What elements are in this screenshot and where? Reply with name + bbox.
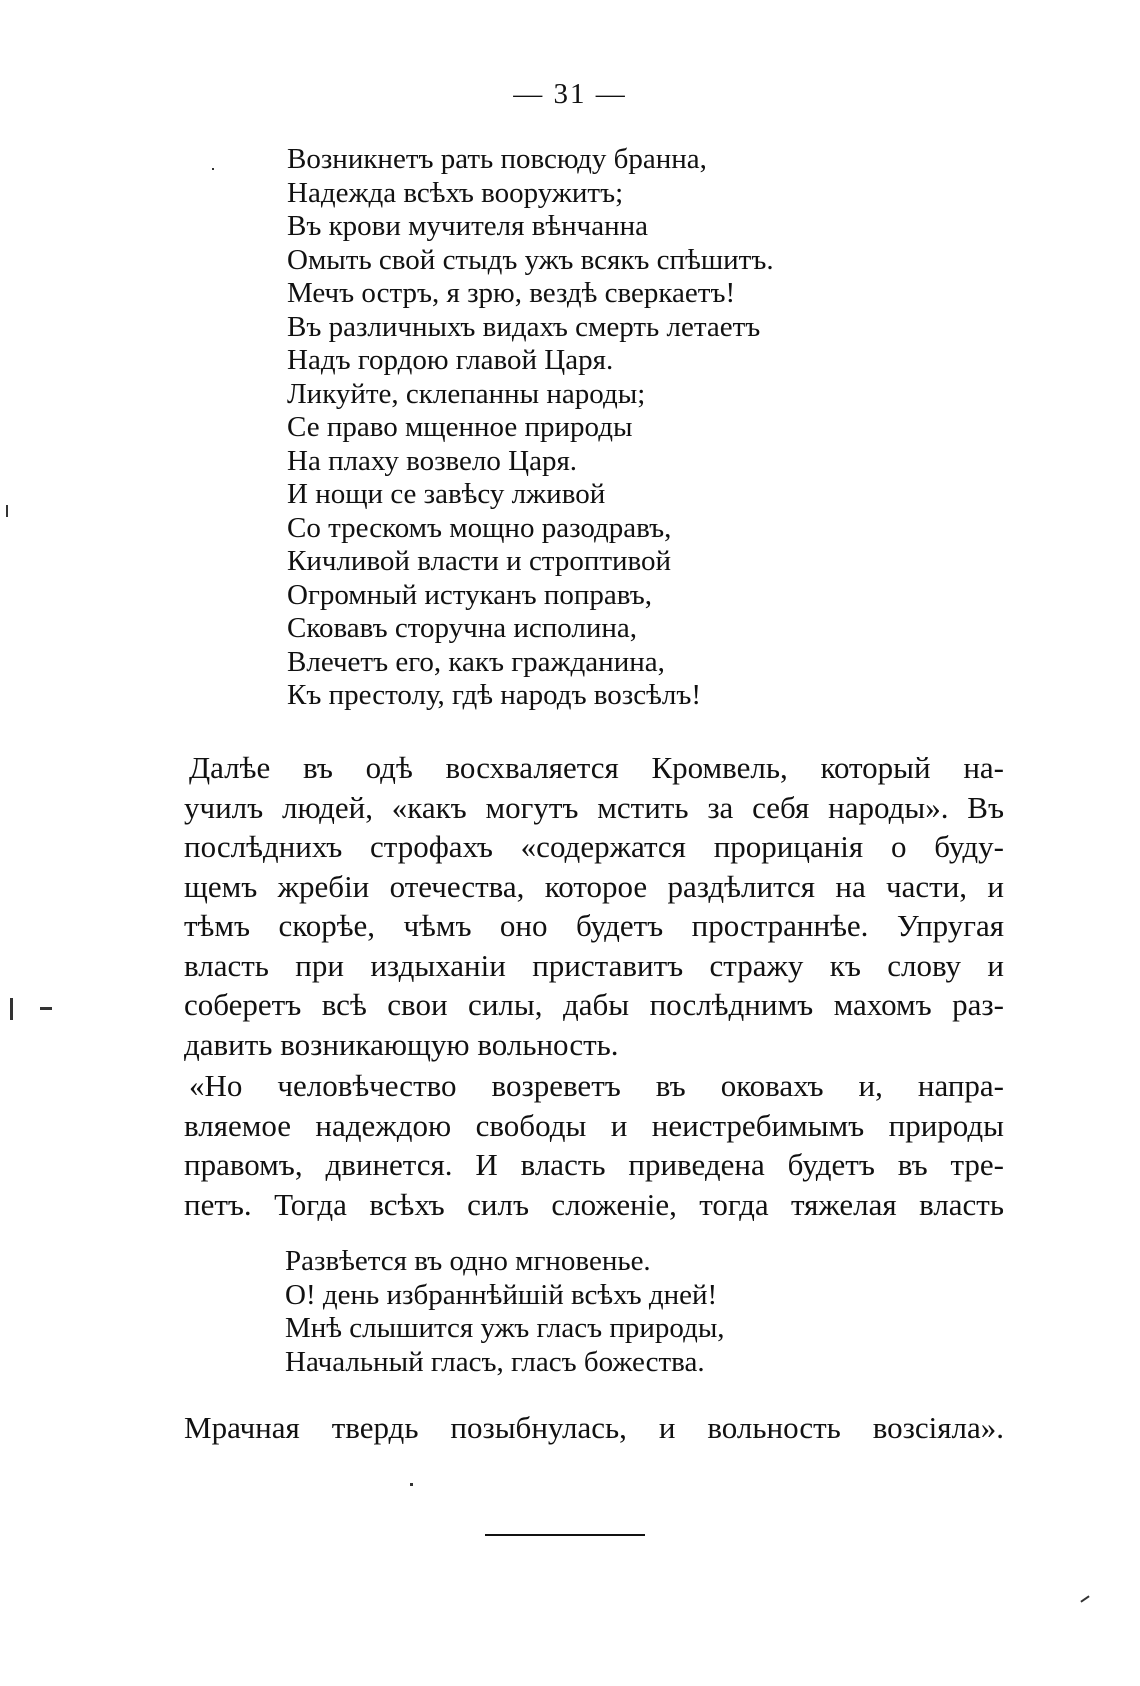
verse-line: Развѣется въ одно мгновенье. — [285, 1245, 651, 1277]
verse-line: Мечъ остръ, я зрю, вездѣ сверкаетъ! — [287, 277, 736, 309]
margin-speck — [6, 505, 8, 517]
verse-line: Огромный истуканъ поправъ, — [287, 578, 653, 611]
verse-line: Кичливой власти и строптивой — [287, 545, 672, 577]
prose-line: щемъ жребіи отечества, которое раздѣлится на части, и — [184, 868, 1004, 904]
prose-line: соберетъ всѣ свои силы, дабы послѣднимъ махомъ раз- — [184, 987, 1004, 1022]
margin-speck — [1080, 1595, 1089, 1602]
prose-paragraph-2 — [184, 1066, 1004, 1224]
verse-line: Сковавъ сторучна исполина, — [287, 612, 638, 644]
verse-line: Омыть свой стыдъ ужъ всякъ спѣшитъ. — [287, 243, 774, 276]
prose-line: вляемое надеждою свободы и неистребимымъ природы — [184, 1107, 1004, 1143]
closing-line: Мрачная твердь позыбнулась, и вольность возсіяла». — [184, 1410, 1004, 1445]
verse-line: Влечетъ его, какъ гражданина, — [287, 645, 665, 678]
verse-line: Въ различныхъ видахъ смерть летаетъ — [287, 310, 761, 343]
prose-line: послѣднихъ строфахъ «содержатся прорицанія о буду- — [184, 829, 1004, 864]
poem-stanza-1 — [287, 143, 774, 713]
verse-line: Надъ гордою главой Царя. — [287, 344, 614, 376]
section-divider — [485, 1534, 645, 1536]
prose-line: давить возникающую вольность. — [184, 1026, 619, 1062]
verse-line: Со трескомъ мощно разодравъ, — [287, 511, 672, 544]
verse-line: Ликуйте, склепанны народы; — [287, 377, 646, 410]
verse-line: Къ престолу, гдѣ народъ возсѣлъ! — [287, 679, 702, 711]
prose-paragraph-1 — [184, 748, 1004, 1064]
verse-line: И нощи се завѣсу лживой — [287, 478, 606, 510]
prose-line: власть при издыханіи приставитъ стражу къ слову и — [184, 947, 1004, 983]
verse-line: Мнѣ слышится ужъ гласъ природы, — [285, 1312, 725, 1344]
margin-speck — [212, 168, 214, 170]
prose-line: тѣмъ скорѣе, чѣмъ оно будетъ пространнѣе. Упругая — [184, 908, 1004, 943]
prose-line: «Но человѣчество возреветъ въ оковахъ и, напра- — [189, 1068, 1004, 1103]
verse-line: Въ крови мучителя вѣнчанна — [287, 210, 649, 242]
verse-line: О! день избраннѣйшій всѣхъ дней! — [285, 1278, 718, 1311]
margin-speck — [10, 998, 13, 1020]
verse-line: Се право мщенное природы — [287, 411, 633, 443]
page-number: — 31 — — [513, 78, 627, 110]
prose-line: правомъ, двинется. И власть приведена будетъ въ тре- — [184, 1147, 1004, 1182]
margin-speck — [40, 1007, 52, 1010]
margin-speck — [410, 1483, 413, 1486]
verse-line: На плаху возвело Царя. — [287, 444, 578, 477]
poem-stanza-2 — [285, 1245, 725, 1379]
verse-line: Начальный гласъ, гласъ божества. — [285, 1345, 705, 1378]
verse-line: Надежда всѣхъ вооружитъ; — [287, 176, 624, 209]
verse-line: Возникнетъ рать повсюду бранна, — [287, 143, 707, 175]
prose-line: училъ людей, «какъ могутъ мстить за себя народы». Въ — [184, 789, 1004, 825]
prose-line: петъ. Тогда всѣхъ силъ сложеніе, тогда тяжелая власть — [184, 1186, 1004, 1222]
prose-line: Далѣе въ одѣ восхваляется Кромвель, который на- — [189, 750, 1004, 785]
